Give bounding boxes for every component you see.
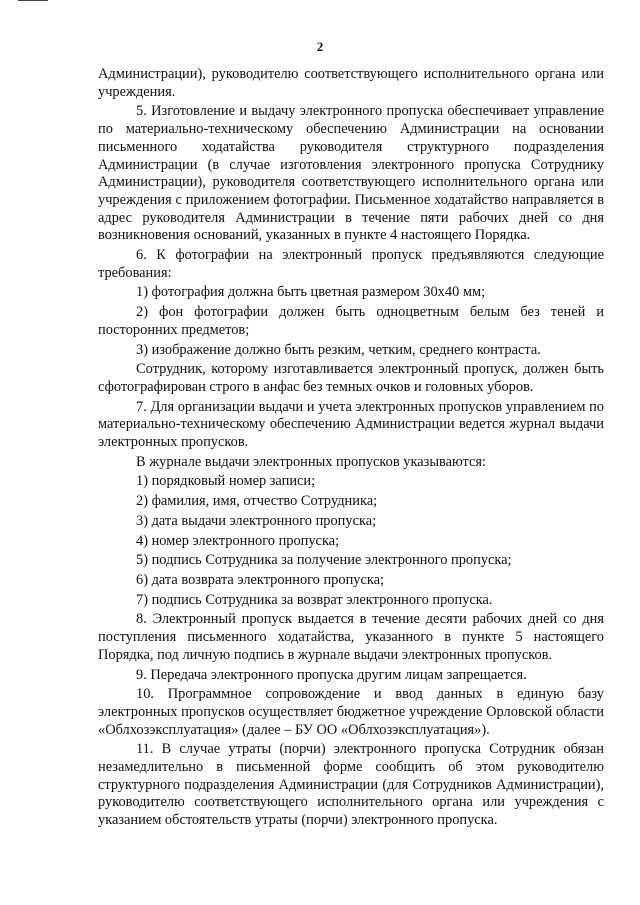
paragraph-7: 7. Для организации выдачи и учета электронных пропусков управлением по материально-техническому обеспечению Администрации ведется журнал выдачи электронных пропусков. [98,398,604,451]
journal-item-3: 3) дата выдачи электронного пропуска; [136,512,377,529]
paragraph-6-item-1: 1) фотография должна быть цветная размером 30х40 мм; [136,284,486,301]
paragraph-10: 10. Программное сопровождение и ввод данных в единую базу электронных пропусков осуществляет бюджетное учреждение Орловской области «Облхозэксплуатация» (далее – БУ ОО «Облхозэксплуатация»). [98,686,604,738]
paragraph-6-item-2: 2) фон фотографии должен быть одноцветным белым без теней и посторонних предметов; [98,304,604,338]
journal-item-7: 7) подпись Сотрудника за возврат электронного пропуска. [136,591,493,608]
document-body [98,66,604,832]
paragraph-8: 8. Электронный пропуск выдается в течение десяти рабочих дней со дня поступления письменного ходатайства, указанного в пункте 5 настоящего Порядка, под личную подпись в журнале выдачи электронных пропусков. [98,611,604,663]
page-number: 2 [316,39,324,54]
journal-item-2: 2) фамилия, имя, отчество Сотрудника; [136,493,378,510]
paragraph-6-item-3: 3) изображение должно быть резким, четким, среднего контраста. [136,341,541,358]
paragraph-11: 11. В случае утраты (порчи) электронного пропуска Сотрудник обязан незамедлительно в письменной форме сообщить об этом руководителю структурного подразделения Администрации (для Сотрудников Администрации), руководителю соответствующего исполнительного органа или учреждения с указанием обстоятельств утраты (порчи) электронного пропуска. [98,741,604,829]
journal-item-5: 5) подпись Сотрудника за получение электронного пропуска; [136,552,512,569]
journal-item-4: 4) номер электронного пропуска; [136,532,340,549]
paragraph-6: 6. К фотографии на электронный пропуск предъявляются следующие требования: [98,247,604,281]
journal-item-6: 6) дата возврата электронного пропуска; [136,571,385,588]
paragraph-5: 5. Изготовление и выдачу электронного пропуска обеспечивает управление по материально-техническому обеспечению Администрации на основании письменного ходатайства руководителя структурного подразделения Администрации (в случае изготовления электронного пропуска Сотруднику Администрации), руководителя соответствующего исполнительного органа или учреждения с приложением фотографии. Письменное ходатайство направляется в адрес руководителя Администрации в течение пяти рабочих дней со дня возникновения оснований, указанных в пункте 4 настоящего Порядка. [98,103,604,244]
scan-mark [18,0,48,1]
paragraph-7-intro: В журнале выдачи электронных пропусков указываются: [136,453,487,470]
paragraph-6-note: Сотрудник, которому изготавливается электронный пропуск, должен быть сфотографирован строго в анфас без темных очков и головных уборов. [98,361,604,395]
paragraph-continuation: Администрации), руководителю соответствующего исполнительного органа или учреждения. [98,66,604,100]
journal-item-1: 1) порядковый номер записи; [136,473,316,490]
paragraph-9: 9. Передача электронного пропуска другим лицам запрещается. [136,666,527,683]
